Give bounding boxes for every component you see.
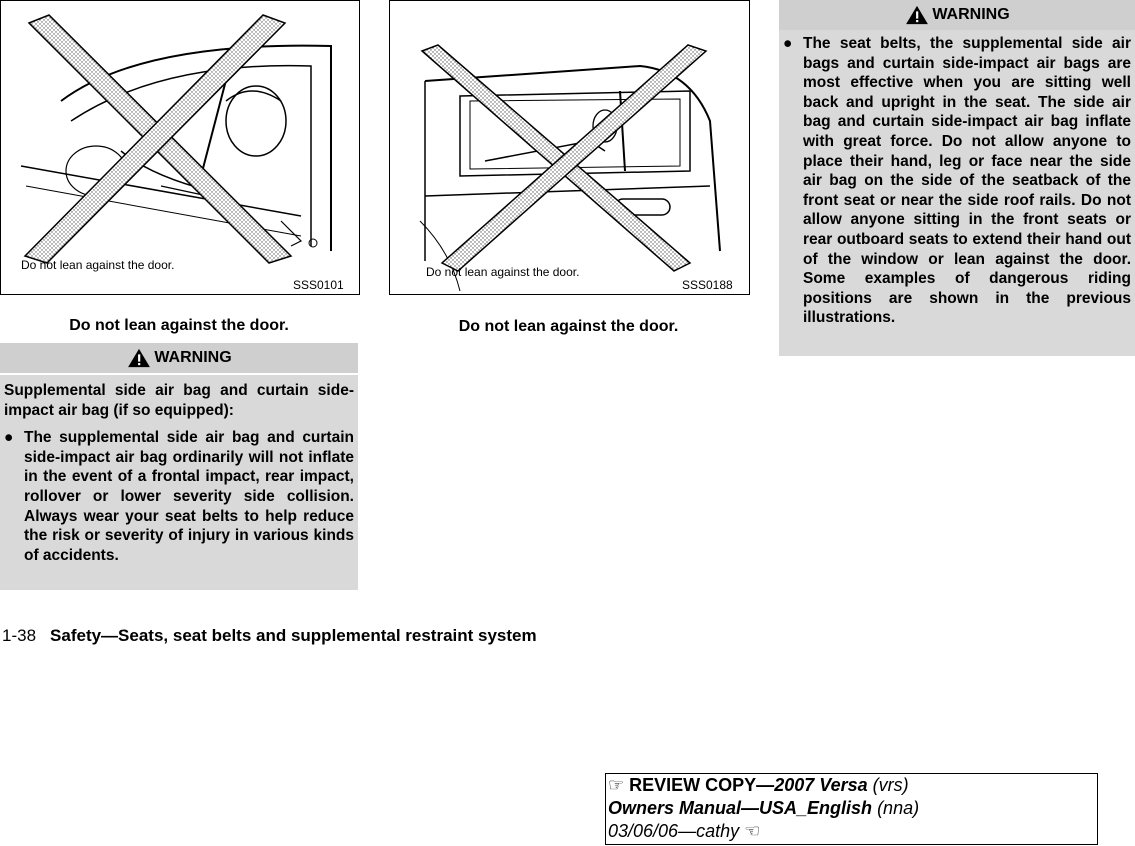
review-label: REVIEW COPY— bbox=[629, 775, 775, 795]
figure-caption-2: Do not lean against the door. bbox=[458, 318, 679, 335]
lean-door-illustration-2 bbox=[390, 1, 749, 294]
review-line-3 bbox=[608, 820, 1097, 843]
lean-door-illustration-1 bbox=[1, 1, 359, 294]
warning-bullet-text: The seat belts, the supplemental side air bags and curtain side-impact air bags are most effective when you are sitting well back and upright in the seat. The side air bag and curtain side-impact air bag inflate with great force. Do not allow anyone to place their hand, leg or face near the side air bag on the side of the seatback of the front seat or near the side roof rails. Do not allow anyone sitting in the front seats or rear outboard seats to extend their hand out of the window or lean against the door. Some examples of dangerous riding positions are shown in the previous illustrations. bbox=[803, 35, 1131, 327]
figure-inner-caption: Do not lean against the door. bbox=[426, 265, 580, 279]
warning-triangle-icon bbox=[126, 348, 152, 368]
pointing-hand-right-icon: ☞ bbox=[608, 775, 625, 795]
warning-heading-right bbox=[779, 0, 1135, 30]
warning-intro: Supplemental side air bag and curtain side-impact air bag (if so equipped): bbox=[4, 382, 354, 419]
figure-inner-caption: Do not lean against the door. bbox=[21, 258, 175, 272]
bullet-dot-icon: ● bbox=[4, 429, 14, 447]
warning-box-left bbox=[0, 375, 358, 590]
review-copy-stamp bbox=[605, 773, 1098, 845]
model-code: (vrs) bbox=[867, 775, 909, 795]
manual-code: (nna) bbox=[872, 798, 920, 818]
page-footer bbox=[2, 626, 537, 646]
warning-box-right bbox=[779, 30, 1135, 356]
section-title: Safety—Seats, seat belts and supplemental restraint system bbox=[50, 626, 537, 645]
bullet-dot-icon: ● bbox=[783, 35, 793, 52]
warning-bullet-text: The supplemental side air bag and curtain side-impact air bag ordinarily will not inflate in the event of a frontal impact, rear impact, rollover or lower severity side collision. Always wear your seat belts to help reduce the risk or severity of injury in various kinds of accidents. bbox=[24, 429, 354, 564]
manual-name: Owners Manual—USA_English bbox=[608, 798, 873, 818]
page-number: 1-38 bbox=[2, 626, 37, 645]
review-line-2 bbox=[608, 797, 1097, 820]
review-date: 03/06/06—cathy bbox=[608, 821, 740, 841]
warning-triangle-icon bbox=[904, 5, 930, 25]
pointing-hand-left-icon: ☜ bbox=[744, 821, 761, 841]
figure-sss0188 bbox=[389, 0, 750, 295]
figure-caption-1: Do not lean against the door. bbox=[69, 317, 289, 334]
figure-code: SSS0188 bbox=[682, 278, 733, 292]
warning-label: WARNING bbox=[932, 6, 1010, 23]
figure-sss0101 bbox=[0, 0, 360, 295]
review-line-1 bbox=[608, 774, 1097, 797]
warning-bullet bbox=[783, 34, 1131, 328]
warning-heading-left bbox=[0, 343, 358, 373]
warning-label: WARNING bbox=[154, 349, 232, 366]
model-name: 2007 Versa bbox=[774, 775, 868, 795]
warning-bullet bbox=[4, 428, 354, 565]
figure-code: SSS0101 bbox=[293, 278, 344, 292]
